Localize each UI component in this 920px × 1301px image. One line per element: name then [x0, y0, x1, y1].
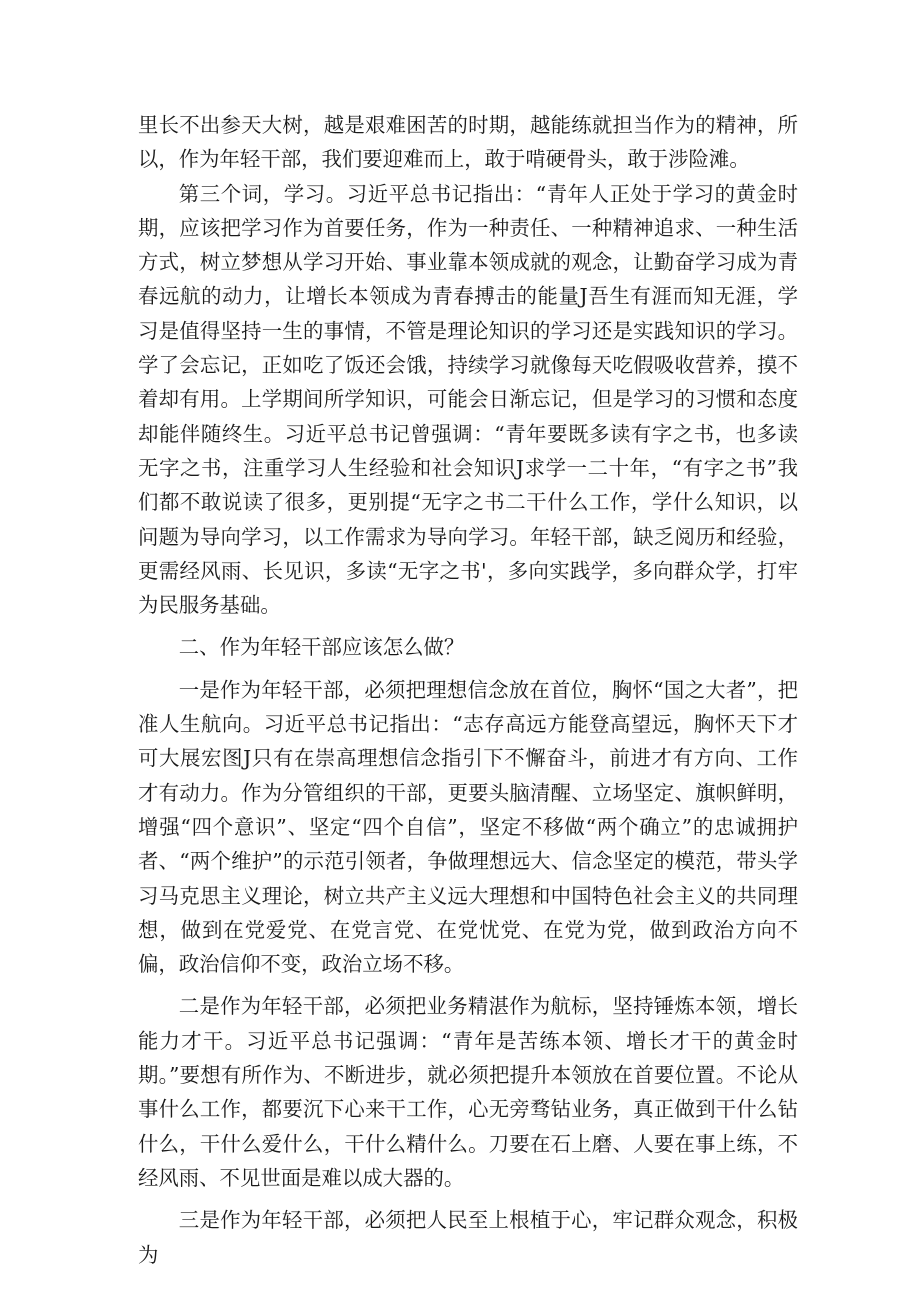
- paragraph-continuation: 里长不出参天大树，越是艰难困苦的时期，越能练就担当作为的精神，所以，作为年轻干部，我们要迎难而上，敢于啃硬骨头，敢于涉险滩。: [138, 113, 798, 172]
- document-page: [138, 108, 798, 1272]
- paragraph-point-two: 二是作为年轻干部，必须把业务精湛作为航标，坚持锤炼本领，增长能力才干。习近平总书记强调：“青年是苦练本领、增长才干的黄金时期。”要想有所作为、不断进步，就必须把提升本领放在首要位置。不论从事什么工作，都要沉下心来干工作，心无旁骛钻业务，真正做到干什么钻什么，干什么爱什么，干什么精什么。刀要在石上磨、人要在事上练，不经风雨、不见世面是难以成大器的。: [138, 994, 798, 1190]
- section-heading: 二、作为年轻干部应该怎么做？: [178, 635, 465, 660]
- paragraph-point-three: 三是作为年轻干部，必须把人民至上根植于心，牢记群众观念，积极为: [138, 1208, 798, 1267]
- paragraph-third-word-study: 第三个词，学习。习近平总书记指出：“青年人正处于学习的黄金时期，应该把学习作为首要任务，作为一种责任、一种精神追求、一种生活方式，树立梦想从学习开始、事业靠本领成就的观念，让勤奋学习成为青春远航的动力，让增长本领成为青春搏击的能量J吾生有涯而知无涯，学习是值得坚持一生的事情，不管是理论知识的学习还是实践知识的学习。学了会忘记，正如吃了饭还会饿，持续学习就像每天吃假吸收营养，摸不着却有用。上学期间所学知识，可能会日渐忘记，但是学习的习惯和态度却能伴随终生。习近平总书记曾强调：“青年要既多读有字之书，也多读无字之书，注重学习人生经验和社会知识J求学一二十年，“有字之书”我们都不敢说读了很多，更别提“无字之书二干什么工作，学什么知识，以问题为导向学习，以工作需求为导向学习。年轻干部，缺乏阅历和经验，更需经风雨、长见识，多读“无字之书'，多向实践学，多向群众学，打牢为民服务基础。: [138, 181, 798, 618]
- paragraph-point-one: 一是作为年轻干部，必须把理想信念放在首位，胸怀“国之大者”，把准人生航向。习近平总书记指出：“志存高远方能登高望远，胸怀天下才可大展宏图J只有在崇高理想信念指引下不懈奋斗，前进才有方向、工作才有动力。作为分管组织的干部，更要头脑清醒、立场坚定、旗帜鲜明，增强“四个意识”、坚定“四个自信”，坚定不移做“两个确立”的忠诚拥护者、“两个维护”的示范引领者，争做理想远大、信念坚定的模范，带头学习马克思主义理论，树立共产主义远大理想和中国特色社会主义的共同理想，做到在党爱党、在党言党、在党忧党、在党为党，做到政治方向不偏，政治信仰不变，政治立场不移。: [138, 677, 798, 977]
